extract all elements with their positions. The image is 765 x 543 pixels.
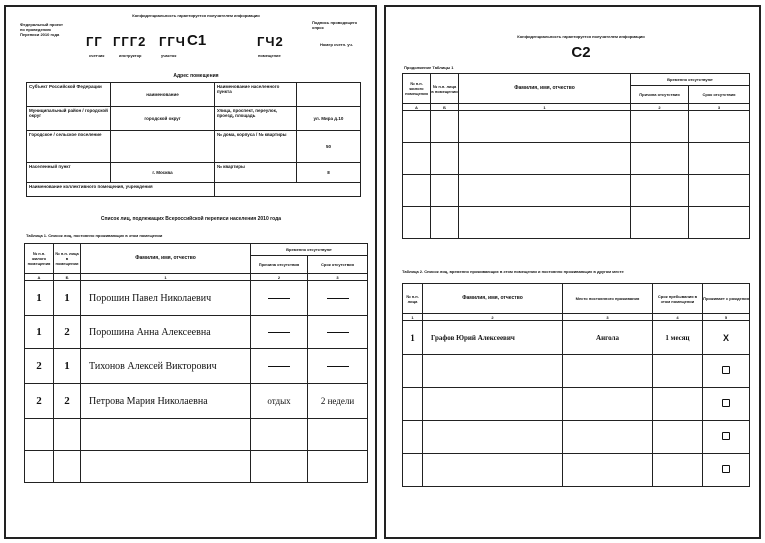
col-letter: 3 — [563, 314, 653, 321]
dash-mark — [327, 366, 349, 367]
cell-reason — [251, 349, 308, 384]
cell-name — [81, 451, 251, 483]
table-row — [25, 281, 368, 316]
col-header-b: № п.п. лица в помещении — [431, 74, 459, 104]
code-box-4: ГЧ2 — [257, 34, 284, 49]
table-row — [403, 421, 750, 454]
cell-term — [653, 454, 703, 487]
table2-title: Таблица 2. Список лиц, временно проживающих в этом помещении и постоянно проживающих в другом месте — [402, 269, 624, 274]
form-page-c2 — [384, 5, 761, 539]
field-flat: № квартиры — [214, 163, 296, 183]
form-page-c1 — [4, 5, 377, 539]
col-header-a: № п.п. жилого помещения — [403, 74, 431, 104]
cell-term: 2 недели — [308, 384, 368, 419]
cell-room: 2 — [25, 349, 54, 384]
dash-mark — [268, 298, 290, 299]
cell-term: 1 месяц — [653, 321, 703, 355]
cell-num: 1 — [403, 321, 423, 355]
continuation-label: Продолжение Таблицы 1 — [404, 65, 454, 70]
cell-name: Порошина Анна Алексеевна — [81, 316, 251, 349]
cell-term — [308, 316, 368, 349]
col-letter: 2 — [423, 314, 563, 321]
col-letter: 5 — [703, 314, 750, 321]
cell-name: Порошин Павел Николаевич — [81, 281, 251, 316]
cell-term — [653, 355, 703, 388]
page1-header: Конфиденциальность гарантируется получателем информации — [132, 13, 260, 18]
value-institution — [214, 183, 360, 197]
col-letter: 2 — [251, 274, 308, 281]
table-row — [403, 143, 750, 175]
cell-num — [403, 454, 423, 487]
table1-title: Таблица 1. Список лиц, постоянно проживающих в этом помещении — [26, 233, 163, 238]
col-letter: А — [25, 274, 54, 281]
cell-room: 1 — [25, 316, 54, 349]
col-letter: Б — [431, 104, 459, 111]
cell-person: 2 — [54, 384, 81, 419]
cell-term — [308, 451, 368, 483]
cell-person — [54, 451, 81, 483]
col-letter: 3 — [689, 104, 750, 111]
cell-name — [423, 388, 563, 421]
cell-place — [563, 355, 653, 388]
cell-reason — [251, 419, 308, 451]
col-letter: А — [403, 104, 431, 111]
cell-num — [403, 355, 423, 388]
cell-term — [308, 349, 368, 384]
col-header-num: № п.п. лица — [403, 284, 423, 314]
table-row — [403, 207, 750, 239]
cell-place: Ангола — [563, 321, 653, 355]
cell-room: 1 — [25, 281, 54, 316]
field-subject: Субъект Российской Федерации — [27, 83, 111, 107]
col-letter: 1 — [459, 104, 631, 111]
col-header-name: Фамилия, имя, отчество — [459, 74, 631, 104]
checkbox[interactable] — [722, 399, 730, 407]
table-row — [403, 388, 750, 421]
cell-name — [81, 419, 251, 451]
value-street: ул. Мира д.10 — [296, 107, 360, 131]
cell-term — [308, 419, 368, 451]
cell-num — [403, 421, 423, 454]
field-town: Населенный пункт — [27, 163, 111, 183]
cell-birth-checkbox[interactable] — [703, 355, 750, 388]
table-row — [403, 454, 750, 487]
table-row — [25, 419, 368, 451]
cell-birth-checkbox[interactable] — [703, 388, 750, 421]
table-row — [403, 321, 750, 355]
page2-header: Конфиденциальность гарантируется получателем информации — [517, 34, 645, 39]
cell-reason — [251, 316, 308, 349]
col-letter: 1 — [81, 274, 251, 281]
field-house: № дома, корпуса / № квартиры — [214, 131, 296, 163]
col-header-reason: Причина отсутствия — [251, 256, 308, 274]
address-title: Адрес помещения — [173, 73, 219, 79]
field-settlement: Городское / сельское поселение — [27, 131, 111, 163]
address-table — [26, 82, 361, 197]
col-letter: 3 — [308, 274, 368, 281]
cell-name — [423, 454, 563, 487]
col-header-term: Срок отсутствия — [308, 256, 368, 274]
table-row — [25, 349, 368, 384]
value-house: 50 — [296, 131, 360, 163]
cell-place — [563, 454, 653, 487]
value-district: городской округ — [111, 107, 215, 131]
col-header-stay: Срок пребывания в этом помещении — [653, 284, 703, 314]
col-header-name: Фамилия, имя, отчество — [423, 284, 563, 314]
table-row — [25, 451, 368, 483]
table-row — [403, 175, 750, 207]
col-header-term: Срок отсутствия — [689, 86, 750, 104]
cell-reason — [251, 451, 308, 483]
field-district: Муниципальный район / городской округ — [27, 107, 111, 131]
cell-name: Петрова Мария Николаевна — [81, 384, 251, 419]
code-box-3: ГГЧ — [159, 34, 186, 49]
code-box-2: ГГГ2 — [113, 34, 147, 49]
cell-place — [563, 421, 653, 454]
cell-place — [563, 388, 653, 421]
list-title: Список лиц, подлежащих Всероссийской переписи населения 2010 года — [100, 216, 282, 222]
table-row — [403, 111, 750, 143]
field-locality: Наименование населенного пункта — [214, 83, 296, 107]
cell-birth-checkbox[interactable] — [703, 321, 750, 355]
box-caption-4: помещение — [258, 53, 281, 58]
visitors-table — [402, 283, 750, 487]
cell-person: 2 — [54, 316, 81, 349]
residents-table — [24, 243, 368, 483]
col-header-reason: Причина отсутствия — [631, 86, 689, 104]
page1-right-note2: Номер счетн. уч. — [320, 42, 353, 47]
dash-mark — [327, 332, 349, 333]
cell-num — [403, 388, 423, 421]
table-row — [25, 316, 368, 349]
col-letter: 1 — [403, 314, 423, 321]
cell-person: 1 — [54, 281, 81, 316]
value-settlement — [111, 131, 215, 163]
col-header-place: Место постоянного проживания — [563, 284, 653, 314]
table-row — [403, 355, 750, 388]
cell-person — [54, 419, 81, 451]
checked-x-mark: X — [722, 332, 729, 343]
col-header-b: № п.п. лица в помещении — [54, 244, 81, 274]
col-header-birth: Проживает с рождения — [703, 284, 750, 314]
col-letter: Б — [54, 274, 81, 281]
form-code: C1 — [187, 32, 207, 49]
dash-mark — [268, 332, 290, 333]
cell-reason: отдых — [251, 384, 308, 419]
cell-reason — [251, 281, 308, 316]
cell-term — [308, 281, 368, 316]
field-street: Улица, проспект, переулок, проезд, площадь — [214, 107, 296, 131]
cell-term — [653, 421, 703, 454]
dash-mark — [327, 298, 349, 299]
checkbox[interactable] — [722, 432, 730, 440]
value-subject: наименование — [111, 83, 215, 107]
col-header-name: Фамилия, имя, отчество — [81, 244, 251, 274]
page1-right-note: Подпись проводящего опрос — [312, 20, 358, 30]
cell-name: Тихонов Алексей Викторович — [81, 349, 251, 384]
value-flat: 8 — [296, 163, 360, 183]
code-box-1: ГГ — [86, 34, 103, 49]
box-caption-2: инструктор — [119, 53, 142, 58]
cell-room: 2 — [25, 384, 54, 419]
checkbox[interactable] — [722, 366, 730, 374]
value-town: г. Москва — [111, 163, 215, 183]
cell-term — [653, 388, 703, 421]
col-header-a: № п.п. жилого помещения — [25, 244, 54, 274]
value-locality — [296, 83, 360, 107]
table-row — [25, 384, 368, 419]
cell-name: Графов Юрий Алексеевич — [423, 321, 563, 355]
col-letter: 2 — [631, 104, 689, 111]
col-letter: 4 — [653, 314, 703, 321]
cell-name — [423, 421, 563, 454]
box-caption-3: участок — [161, 53, 177, 58]
cell-person: 1 — [54, 349, 81, 384]
cell-birth-checkbox[interactable] — [703, 454, 750, 487]
form-code-c2: C2 — [571, 44, 591, 61]
field-institution: Наименование коллективного помещения, учреждения — [27, 183, 215, 197]
col-header-absent: Временно отсутствуют — [251, 244, 368, 256]
col-header-absent: Временно отсутствуют — [631, 74, 750, 86]
cell-room — [25, 451, 54, 483]
cell-birth-checkbox[interactable] — [703, 421, 750, 454]
residents-table-continued — [402, 73, 750, 239]
cell-room — [25, 419, 54, 451]
page1-left-note: Федеральный проект по проведению Переписи 2010 года — [20, 22, 63, 37]
checkbox[interactable] — [722, 465, 730, 473]
cell-name — [423, 355, 563, 388]
dash-mark — [268, 366, 290, 367]
box-caption-1: счетчик — [89, 53, 105, 58]
